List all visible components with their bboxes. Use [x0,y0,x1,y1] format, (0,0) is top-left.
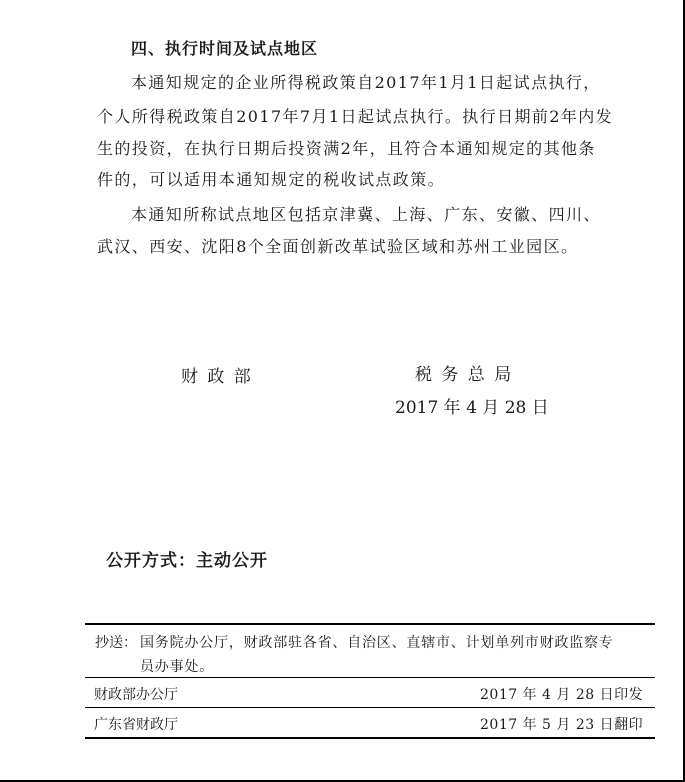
body-line: 本通知规定的企业所得税政策自2017年1月1日起试点执行， [131,73,601,92]
table-bottom-rule [85,737,655,739]
table-divider [85,677,655,678]
issue-date: 2017 年 4 月 28 日印发 [480,687,644,703]
signature-date: 2017 年 4 月 28 日 [395,398,549,418]
body-line: 生的投资，在执行日期后投资满2年，且符合本通知规定的其他条 [97,139,596,158]
table-top-rule [85,623,655,625]
cc-recipients-line: 员办事处。 [140,659,214,675]
body-line: 件的，可以适用本通知规定的税收试点政策。 [97,170,446,189]
cc-label: 抄送： [95,635,137,651]
issuer-tax-administration: 税 务 总 局 [415,365,514,385]
body-line: 个人所得税政策自2017年7月1日起试点执行。执行日期前2年内发 [97,107,614,126]
reprint-date: 2017 年 5 月 23 日翻印 [480,717,644,733]
issuer-ministry-of-finance: 财 政 部 [181,367,253,387]
section-heading: 四、执行时间及试点地区 [131,39,319,58]
body-line: 武汉、西安、沈阳8个全面创新改革试验区域和苏州工业园区。 [97,237,579,256]
disclosure-method: 公开方式：主动公开 [106,551,268,571]
reprinting-office: 广东省财政厅 [94,717,178,733]
body-line: 本通知所称试点地区包括京津冀、上海、广东、安徽、四川、 [131,205,601,224]
issuing-office: 财政部办公厅 [94,687,178,703]
cc-recipients-line: 国务院办公厅，财政部驻各省、自治区、直辖市、计划单列市财政监察专 [140,635,614,651]
table-divider [85,707,655,708]
